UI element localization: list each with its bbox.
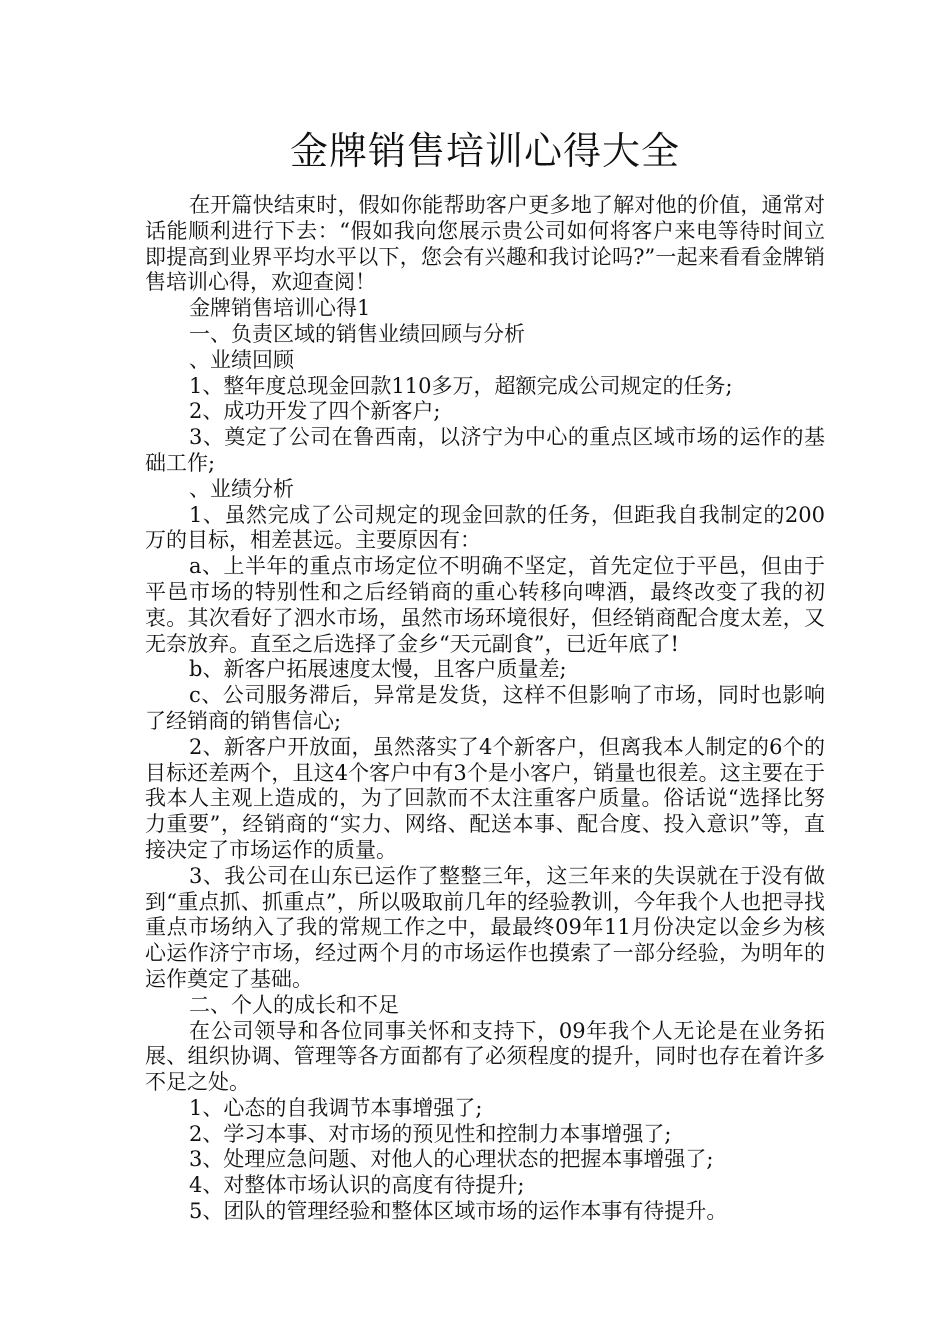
list-item: 1、心态的自我调节本事增强了; [189,1095,483,1120]
list-item: 1、整年度总现金回款110多万，超额完成公司规定的任务; [189,373,733,398]
section-heading-growth: 二、个人的成长和不足 [189,992,399,1017]
subheading-performance-analysis: 、业绩分析 [189,476,294,501]
section-heading-1: 金牌销售培训心得1 [189,296,371,321]
list-item: 3、处理应急问题、对他人的心理状态的把握本事增强了; [189,1147,714,1172]
list-item: 1、虽然完成了公司规定的现金回款的任务，但距我自我制定的200万的目标，相差甚远。主要原因有： [145,502,825,553]
list-item: 2、成功开发了四个新客户; [189,399,441,424]
list-item: 3、我公司在山东已运作了整整三年，这三年来的失误就在于没有做到“重点抓、抓重点”，所以吸取前几年的经验教训，今年我个人也把寻找重点市场纳入了我的常规工作之中，最最终09年11月份决定以金乡为核心运作济宁市场，经过两个月的市场运作也摸索了一部分经验，为明年的运作奠定了基础。 [145,863,825,991]
paragraph: 在公司领导和各位同事关怀和支持下，09年我个人无论是在业务拓展、组织协调、管理等各方面都有了必须程度的提升，同时也存在着许多不足之处。 [145,1018,825,1095]
section-heading-sales-review: 一、负责区域的销售业绩回顾与分析 [189,321,525,346]
list-item: c、公司服务滞后，异常是发货，这样不但影响了市场，同时也影响了经销商的销售信心; [145,683,825,733]
list-item: 5、团队的管理经验和整体区域市场的运作本事有待提升。 [189,1199,728,1224]
list-item: b、新客户拓展速度太慢，且客户质量差; [189,657,567,682]
document-body [145,193,825,1225]
list-item: 3、奠定了公司在鲁西南，以济宁为中心的重点区域市场的运作的基础工作; [145,425,825,475]
paragraph-intro: 在开篇快结束时，假如你能帮助客户更多地了解对他的价值，通常对话能顺利进行下去：“假如我向您展示贵公司如何将客户来电等待时间立即提高到业界平均水平以下，您会有兴趣和我讨论吗?”一起来看看金牌销售培训心得，欢迎查阅！ [145,193,825,295]
subheading-performance-review: 、业绩回顾 [189,347,294,372]
list-item: 2、学习本事、对市场的预见性和控制力本事增强了; [189,1121,672,1146]
list-item: 2、新客户开放面，虽然落实了4个新客户，但离我本人制定的6个的目标还差两个，且这4个客户中有3个是小客户，销量也很差。这主要在于我本人主观上造成的，为了回款而不太注重客户质量。俗话说“选择比努力重要”，经销商的“实力、网络、配送本事、配合度、投入意识”等，直接决定了市场运作的质量。 [145,734,825,862]
list-item: 4、对整体市场认识的高度有待提升; [189,1173,525,1198]
list-item: a、上半年的重点市场定位不明确不坚定，首先定位于平邑，但由于平邑市场的特别性和之后经销商的重心转移向啤酒，最终改变了我的初衷。其次看好了泗水市场，虽然市场环境很好，但经销商配合度太差，又无奈放弃。直至之后选择了金乡“天元副食”，已近年底了! [145,554,825,656]
document-page [145,125,825,1225]
document-title: 金牌销售培训心得大全 [289,129,680,173]
